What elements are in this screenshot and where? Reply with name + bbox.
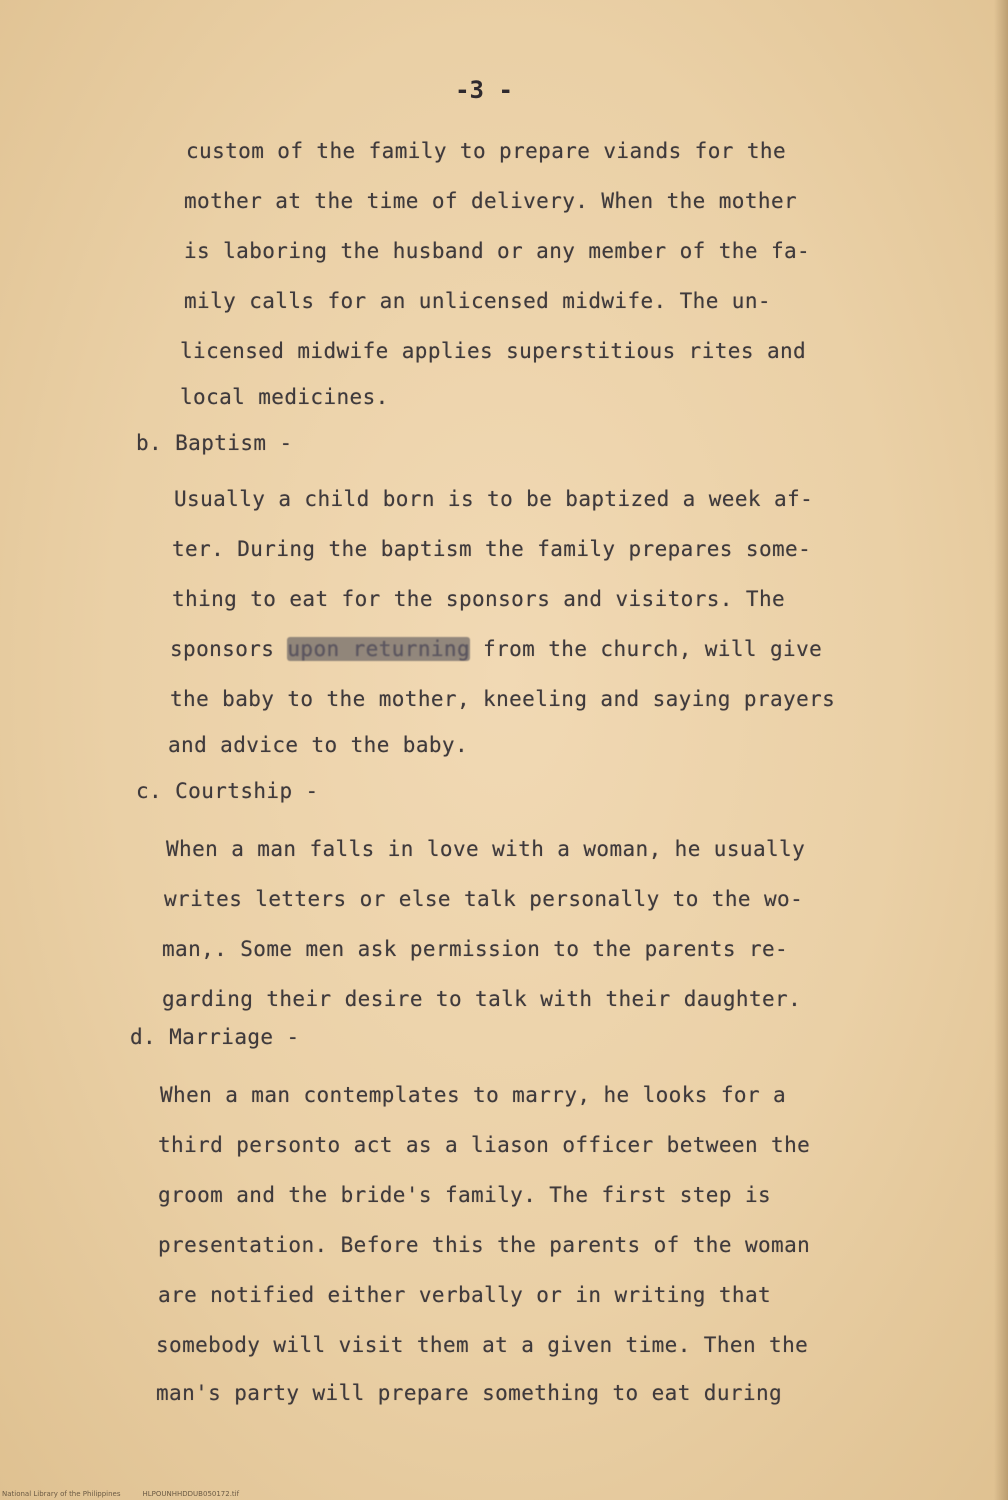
text-line: mily calls for an unlicensed midwife. The un- — [184, 289, 771, 313]
text-line: the baby to the mother, kneeling and saying prayers — [170, 687, 836, 711]
text-line: When a man contemplates to marry, he looks for a — [160, 1083, 787, 1107]
file-name: HLPOUNHHDDUB050172.tif — [142, 1490, 240, 1498]
scan-footer — [2, 1490, 261, 1498]
library-credit: National Library of the Philippines — [2, 1490, 121, 1498]
text-line: garding their desire to talk with their daughter. — [162, 987, 802, 1011]
section-heading-courtship: c. Courtship - — [136, 779, 319, 803]
text-fragment: from the church, will give — [470, 637, 823, 661]
text-line: mother at the time of delivery. When the mother — [184, 189, 798, 213]
page-number: -3 - — [455, 76, 513, 104]
text-line: licensed midwife applies superstitious rites and — [180, 339, 807, 363]
text-line: presentation. Before this the parents of the woman — [158, 1233, 811, 1257]
text-fragment: sponsors — [170, 637, 288, 661]
page-edge-shadow — [994, 0, 1008, 1500]
text-line: man's party will prepare something to eat during — [156, 1381, 783, 1405]
text-line: local medicines. — [180, 385, 389, 409]
text-line: third personto act as a liason officer between the — [158, 1133, 811, 1157]
text-line: groom and the bride's family. The first step is — [158, 1183, 772, 1207]
text-line: man,. Some men ask permission to the parents re- — [162, 937, 789, 961]
text-line: is laboring the husband or any member of the fa- — [184, 239, 811, 263]
text-line: When a man falls in love with a woman, he usually — [166, 837, 806, 861]
text-line: writes letters or else talk personally to the wo- — [164, 887, 804, 911]
text-line: thing to eat for the sponsors and visitors. The — [172, 587, 786, 611]
text-line: and advice to the baby. — [168, 733, 468, 757]
text-line: somebody will visit them at a given time. Then the — [156, 1333, 809, 1357]
text-line: are notified either verbally or in writing that — [158, 1283, 772, 1307]
text-line: custom of the family to prepare viands for the — [186, 139, 786, 163]
section-heading-baptism: b. Baptism - — [136, 431, 293, 455]
section-heading-marriage: d. Marriage - — [130, 1025, 300, 1049]
text-line-with-strikeout — [170, 634, 822, 664]
text-line: ter. During the baptism the family prepares some- — [172, 537, 812, 561]
text-line: Usually a child born is to be baptized a week af- — [174, 487, 814, 511]
struck-out-text: upon returning — [287, 637, 470, 661]
